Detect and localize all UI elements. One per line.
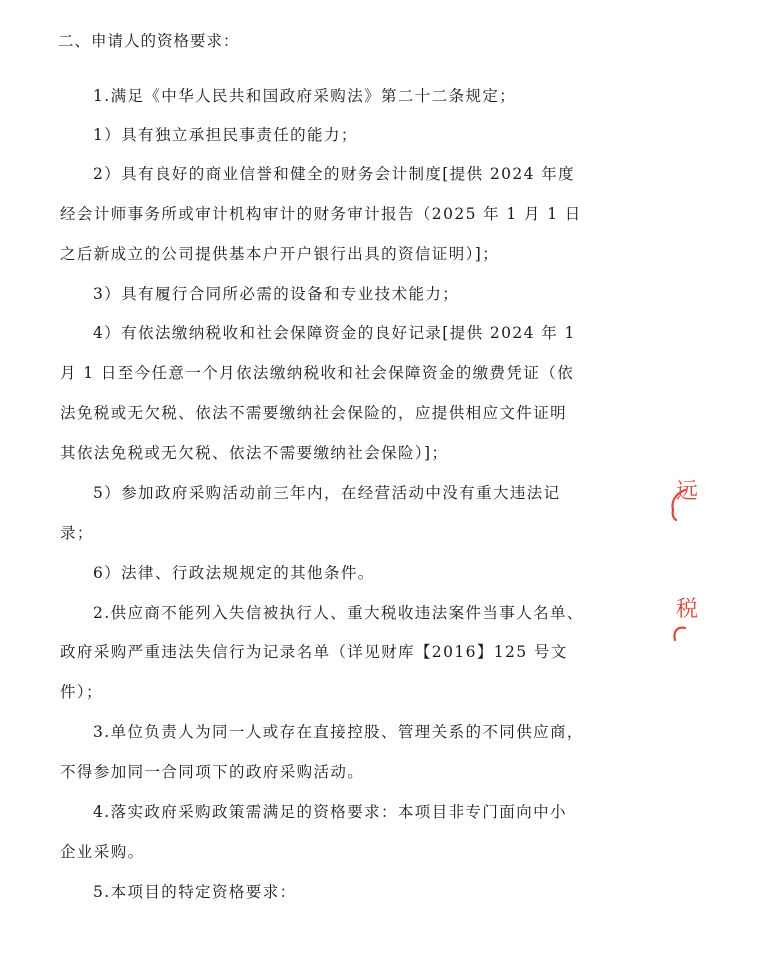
seal-char: 税 — [675, 597, 699, 622]
clause-1-item-2: 2）具有良好的商业信誉和健全的财务会计制度[提供 2024 年度 — [93, 165, 576, 183]
clause-5: 5.本项目的特定资格要求： — [93, 883, 297, 901]
clause-1-item-4-cont: 其依法免税或无欠税、依法不需要缴纳社会保险）]； — [60, 444, 449, 462]
clause-3: 3.单位负责人为同一人或存在直接控股、管理关系的不同供应商， — [93, 723, 584, 741]
clause-1-item-4-cont: 月 1 日至今任意一个月依法缴纳税收和社会保障资金的缴费凭证（依 — [60, 364, 575, 382]
seal-stamp — [665, 478, 699, 648]
clause-1-item-6: 6）法律、行政法规规定的其他条件。 — [93, 564, 375, 582]
clause-1: 1.满足《中华人民共和国政府采购法》第二十二条规定； — [93, 87, 517, 105]
clause-1-item-5: 5）参加政府采购活动前三年内，在经营活动中没有重大违法记 — [93, 484, 561, 502]
seal-char: 远 — [675, 479, 699, 504]
clause-4-cont: 企业采购。 — [60, 843, 145, 861]
clause-1-item-4-cont: 法免税或无欠税、依法不需要缴纳社会保险的，应提供相应文件证明 — [60, 404, 568, 422]
clause-1-item-2-cont: 之后新成立的公司提供基本户开户银行出具的资信证明）]； — [60, 245, 500, 263]
clause-2-cont: 政府采购严重违法失信行为记录名单（详见财库【2016】125 号文 — [60, 643, 568, 661]
clause-2: 2.供应商不能列入失信被执行人、重大税收违法案件当事人名单、 — [93, 604, 584, 622]
clause-3-cont: 不得参加同一合同项下的政府采购活动。 — [60, 763, 365, 781]
clause-4: 4.落实政府采购政策需满足的资格要求：本项目非专门面向中小 — [93, 803, 567, 821]
clause-1-item-1: 1）具有独立承担民事责任的能力； — [93, 126, 358, 144]
clause-2-cont: 件）； — [60, 683, 103, 701]
clause-1-item-2-cont: 经会计师事务所或审计机构审计的财务审计报告（2025 年 1 月 1 日 — [60, 205, 582, 223]
clause-1-item-3: 3）具有履行合同所必需的设备和专业技术能力； — [93, 285, 460, 303]
clause-1-item-5-cont: 录； — [60, 524, 94, 542]
section-heading: 二、申请人的资格要求： — [58, 32, 240, 50]
clause-1-item-4: 4）有依法缴纳税收和社会保障资金的良好记录[提供 2024 年 1 — [93, 324, 576, 342]
